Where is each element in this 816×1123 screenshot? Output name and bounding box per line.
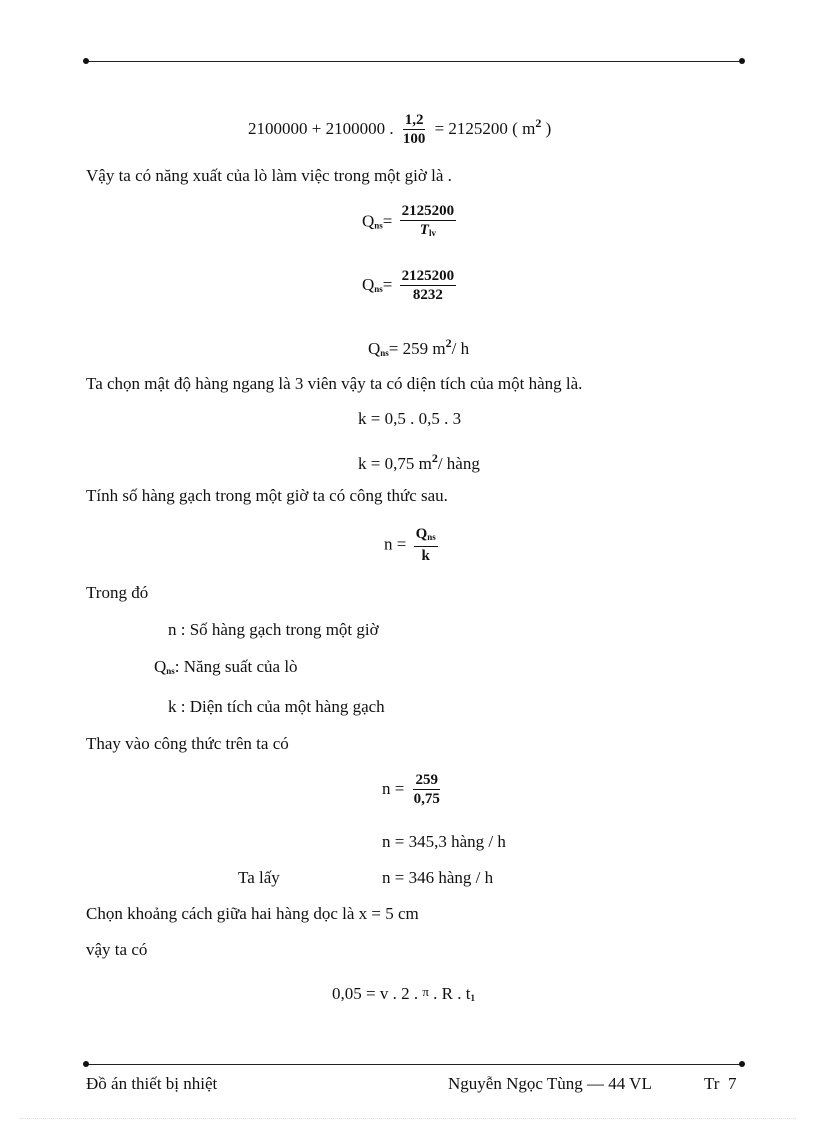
fraction: $\frac{1,2}{100}$ [402, 112, 426, 147]
paragraph: Thay vào công thức trên ta có [86, 734, 289, 753]
page-edge [20, 1118, 796, 1119]
equation-velocity: 0,05 = v . 2 . π . R . $t_1$ [332, 984, 475, 1003]
equation-n-result: n = 345,3 hàng / h [382, 832, 506, 851]
fraction: $\frac{2125200}{8232}$ [401, 268, 455, 303]
equation-k-result: k = 0,75 $m^2/$ hàng [358, 451, 480, 473]
equation-area-total: 2100000 + 2100000 . $\frac{1,2}{100}$ = 2125200 ( $m^2$ ) [248, 112, 552, 147]
equation-q-ns-formula: $Q_{ns}=$ $\frac{2125200}{T_{lv}}$ [362, 203, 459, 242]
equation-q-ns-values: $Q_{ns}=$ $\frac{2125200}{8232}$ [362, 268, 455, 303]
equation-n-formula: n = $\frac{Q_{ns}}{k}$ [384, 526, 436, 564]
equation-n-chosen: n = 346 hàng / h [382, 868, 494, 887]
fraction: $\frac{259}{0,75}$ [413, 772, 440, 807]
paragraph: vậy ta có [86, 940, 148, 959]
paragraph: Ta chọn mật độ hàng ngang là 3 viên vậy ta có diện tích của một hàng là. [86, 374, 583, 393]
paragraph: Trong đó [86, 583, 149, 602]
footer-title: Đồ án thiết bị nhiệt [86, 1074, 218, 1093]
fraction: $\frac{2125200}{T_{lv}}$ [401, 203, 455, 238]
equation-q-ns-result: $Q_{ns}= 259$ $m^2/$ h [368, 336, 470, 358]
equation-n-values: n = $\frac{259}{0,75}$ [382, 772, 440, 807]
equation-k: k = 0,5 . 0,5 . 3 [358, 409, 462, 428]
paragraph: Chọn khoảng cách giữa hai hàng dọc là x = 5 cm [86, 904, 419, 923]
label-ta-lay: Ta lấy [238, 868, 280, 887]
footer-rule [86, 1064, 742, 1065]
paragraph: Tính số hàng gạch trong một giờ ta có công thức sau. [86, 486, 448, 505]
definition-q: $Q_{ns}$: Năng suất của lò [154, 657, 298, 676]
footer-page-number: Tr 7 [704, 1074, 737, 1093]
header-rule [86, 61, 742, 62]
pi-symbol: π [422, 984, 429, 999]
footer-author: Nguyễn Ngọc Tùng — 44 VL [448, 1074, 652, 1093]
definition-n: n : Số hàng gạch trong một giờ [168, 620, 379, 639]
definition-k: k : Diện tích của một hàng gạch [168, 697, 385, 716]
paragraph: Vậy ta có năng xuất của lò làm việc trong một giờ là . [86, 166, 452, 185]
fraction: $\frac{Q_{ns}}{k}$ [415, 526, 436, 564]
